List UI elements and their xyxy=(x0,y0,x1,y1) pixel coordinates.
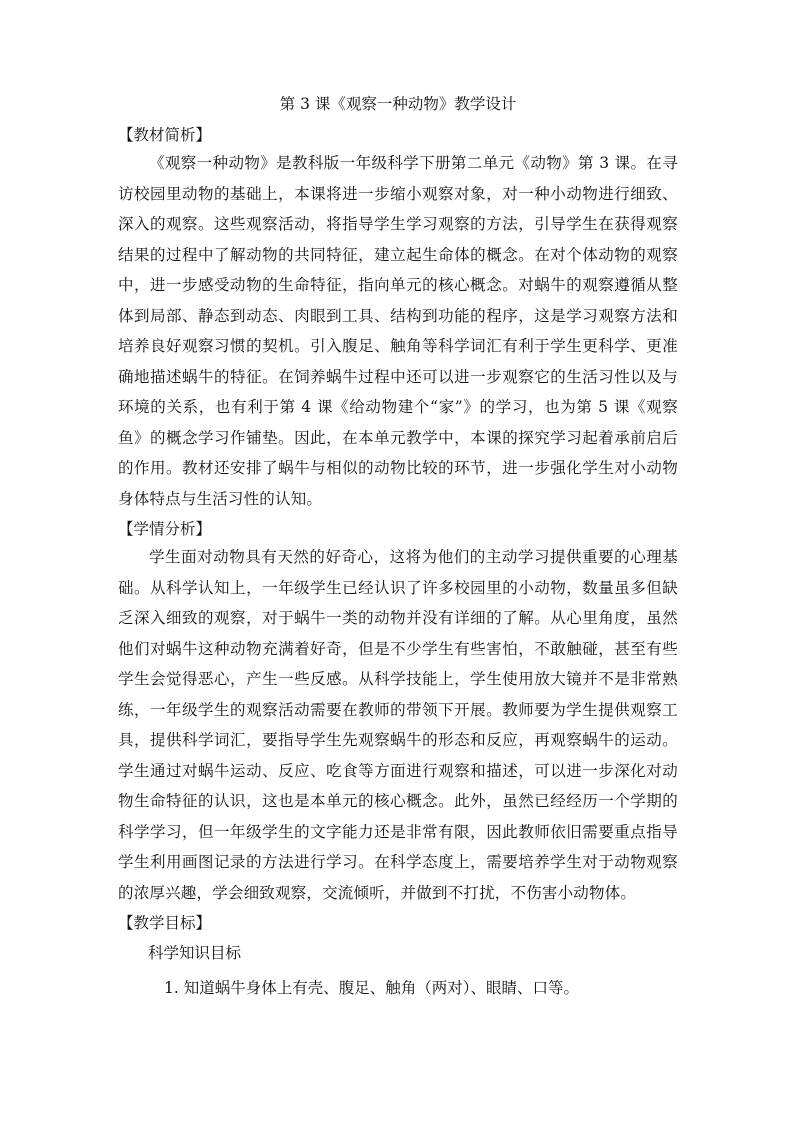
section-teaching-goals xyxy=(118,910,678,1003)
list-item: 1. 知道蜗牛身体上有壳、腹足、触角（两对）、眼睛、口等。 xyxy=(164,978,579,997)
section-paragraph: 《观察一种动物》是教科版一年级科学下册第二单元《动物》第 3 课。在寻访校园里动物的基础上，本课将进一步缩小观察对象，对一种小动物进行细致、深入的观察。这些观察活动，将指导学生学习观察的方法，引导学生在获得观察结果的过程中了解动物的共同特征，建立起生命体的概念。在对个体动物的观察中，进一步感受动物的生命特征，指向单元的核心概念。对蜗牛的观察遵循从整体到局部、静态到动态、肉眼到工具、结构到功能的程序，这是学习观察方法和培养良好观察习惯的契机。引入腹足、触角等科学词汇有利于学生更科学、更准确地描述蜗牛的特征。在饲养蜗牛过程中还可以进一步观察它的生活习性以及与环境的关系，也有利于第 4 课《给动物建个“家”》的学习，也为第 5 课《观察鱼》的概念学习作铺垫。因此，在本单元教学中，本课的探究学习起着承前启后的作用。教材还安排了蜗牛与相似的动物比较的环节，进一步强化学生对小动物身体特点与生活习性的认知。 xyxy=(118,154,678,508)
section-heading: 【学情分析】 xyxy=(118,520,212,538)
section-paragraph: 学生面对动物具有天然的好奇心，这将为他们的主动学习提供重要的心理基础。从科学认知上，一年级学生已经认识了许多校园里的小动物，数量虽多但缺乏深入细致的观察，对于蜗牛一类的动物并没有详细的了解。从心里角度，虽然他们对蜗牛这种动物充满着好奇，但是不少学生有些害怕，不敢触碰，甚至有些学生会觉得恶心，产生一些反感。从科学技能上，学生使用放大镜并不是非常熟练，一年级学生的观察活动需要在教师的带领下开展。教师要为学生提供观察工具，提供科学词汇，要指导学生先观察蜗牛的形态和反应，再观察蜗牛的运动。学生通过对蜗牛运动、反应、吃食等方面进行观察和描述，可以进一步深化对动物生命特征的认识，这也是本单元的核心概念。此外，虽然已经经历一个学期的科学学习，但一年级学生的文字能力还是非常有限，因此教师依旧需要重点指导学生利用画图记录的方法进行学习。在科学态度上，需要培养学生对于动物观察的浓厚兴趣，学会细致观察，交流倾听，并做到不打扰，不伤害小动物体。 xyxy=(118,548,678,902)
section-heading: 【教学目标】 xyxy=(118,914,212,932)
document-title: 第 3 课《观察一种动物》教学设计 xyxy=(279,95,517,113)
section-textbook-analysis xyxy=(118,122,678,514)
document-page xyxy=(118,92,678,1003)
section-student-analysis xyxy=(118,516,678,908)
section-heading: 【教材简析】 xyxy=(118,126,212,144)
section-subheading: 科学知识目标 xyxy=(148,944,242,962)
